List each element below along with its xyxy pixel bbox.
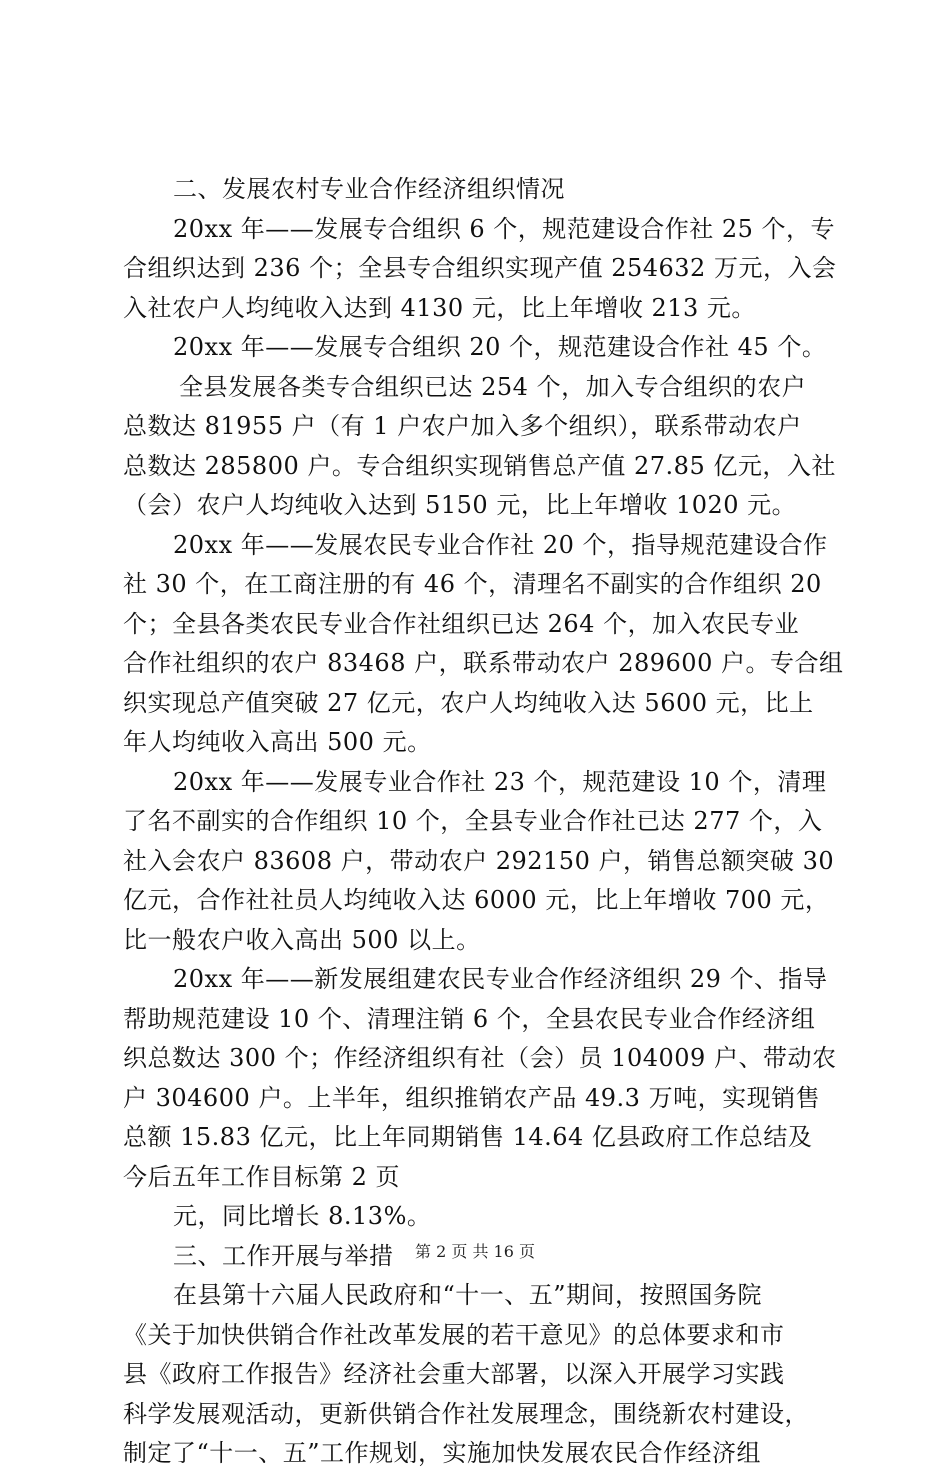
paragraph-line: 20xx 年——发展专业合作社 23 个，规范建设 10 个，清理	[173, 767, 827, 796]
paragraph-line: 在县第十六届人民政府和“十一、五”期间，按照国务院	[173, 1281, 763, 1309]
paragraph-line: 总额 15.83 亿元，比上年同期销售 14.64 亿县政府工作总结及	[123, 1123, 813, 1151]
paragraph-line: 20xx 年——发展农民专业合作社 20 个，指导规范建设合作	[173, 530, 828, 559]
paragraph-line: 《关于加快供销合作社改革发展的若干意见》的总体要求和市	[123, 1320, 785, 1349]
section-heading: 二、发展农村专业合作经济组织情况	[173, 175, 565, 203]
paragraph-line: 比一般农户收入高出 500 以上。	[123, 925, 481, 954]
paragraph-line: 社 30 个，在工商注册的有 46 个，清理名不副实的合作组织 20	[123, 570, 822, 598]
paragraph-line: 总数达 81955 户（有 1 户农户加入多个组织），联系带动农户	[123, 412, 802, 440]
paragraph-line: 入社农户人均纯收入达到 4130 元，比上年增收 213 元。	[123, 293, 756, 322]
document-body	[123, 170, 844, 1474]
paragraph-line: 亿元，合作社社员人均纯收入达 6000 元，比上年增收 700 元，	[123, 886, 830, 914]
paragraph-line: 科学发展观活动，更新供销合作社发展理念，围绕新农村建设，	[123, 1399, 809, 1428]
section-heading: 三、工作开展与举措	[173, 1241, 394, 1270]
paragraph-line: 制定了“十一、五”工作规划，实施加快发展农民合作经济组	[123, 1439, 762, 1467]
paragraph-line: 合组织达到 236 个；全县专合组织实现产值 254632 万元，入会	[123, 254, 837, 282]
paragraph-line: 织实现总产值突破 27 亿元，农户人均纯收入达 5600 元，比上	[123, 688, 814, 717]
paragraph-line: 总数达 285800 户。专合组织实现销售总产值 27.85 亿元，入社	[123, 451, 836, 480]
paragraph-line: 元，同比增长 8.13%。	[173, 1202, 432, 1230]
paragraph-line: 20xx 年——新发展组建农民专业合作经济组织 29 个、指导	[173, 965, 828, 993]
paragraph-line: 20xx 年——发展专合组织 20 个，规范建设合作社 45 个。	[173, 333, 827, 361]
paragraph-line: 县《政府工作报告》经济社会重大部署，以深入开展学习实践	[123, 1360, 785, 1388]
paragraph-line: 全县发展各类专合组织已达 254 个，加入专合组织的农户	[179, 372, 807, 401]
paragraph-line: 年人均纯收入高出 500 元。	[123, 728, 432, 756]
paragraph-line: 个；全县各类农民专业合作社组织已达 264 个，加入农民专业	[123, 609, 800, 638]
paragraph-line: （会）农户人均纯收入达到 5150 元，比上年增收 1020 元。	[123, 491, 797, 519]
page-number-footer: 第 2 页 共 16 页	[415, 1242, 535, 1261]
paragraph-line: 帮助规范建设 10 个、清理注销 6 个，全县农民专业合作经济组	[123, 1004, 816, 1033]
paragraph-line: 织总数达 300 个；作经济组织有社（会）员 104009 户、带动农	[123, 1044, 837, 1072]
paragraph-line: 户 304600 户。上半年，组织推销农产品 49.3 万吨，实现销售	[123, 1083, 821, 1112]
paragraph-line: 20xx 年——发展专合组织 6 个，规范建设合作社 25 个，专	[173, 214, 836, 243]
paragraph-line: 今后五年工作目标第 2 页	[123, 1162, 401, 1191]
paragraph-line: 社入会农户 83608 户，带动农户 292150 户，销售总额突破 30	[123, 846, 835, 875]
paragraph-line: 合作社组织的农户 83468 户，联系带动农户 289600 户。专合组	[123, 649, 844, 677]
paragraph-line: 了名不副实的合作组织 10 个，全县专业合作社已达 277 个，入	[123, 807, 823, 835]
